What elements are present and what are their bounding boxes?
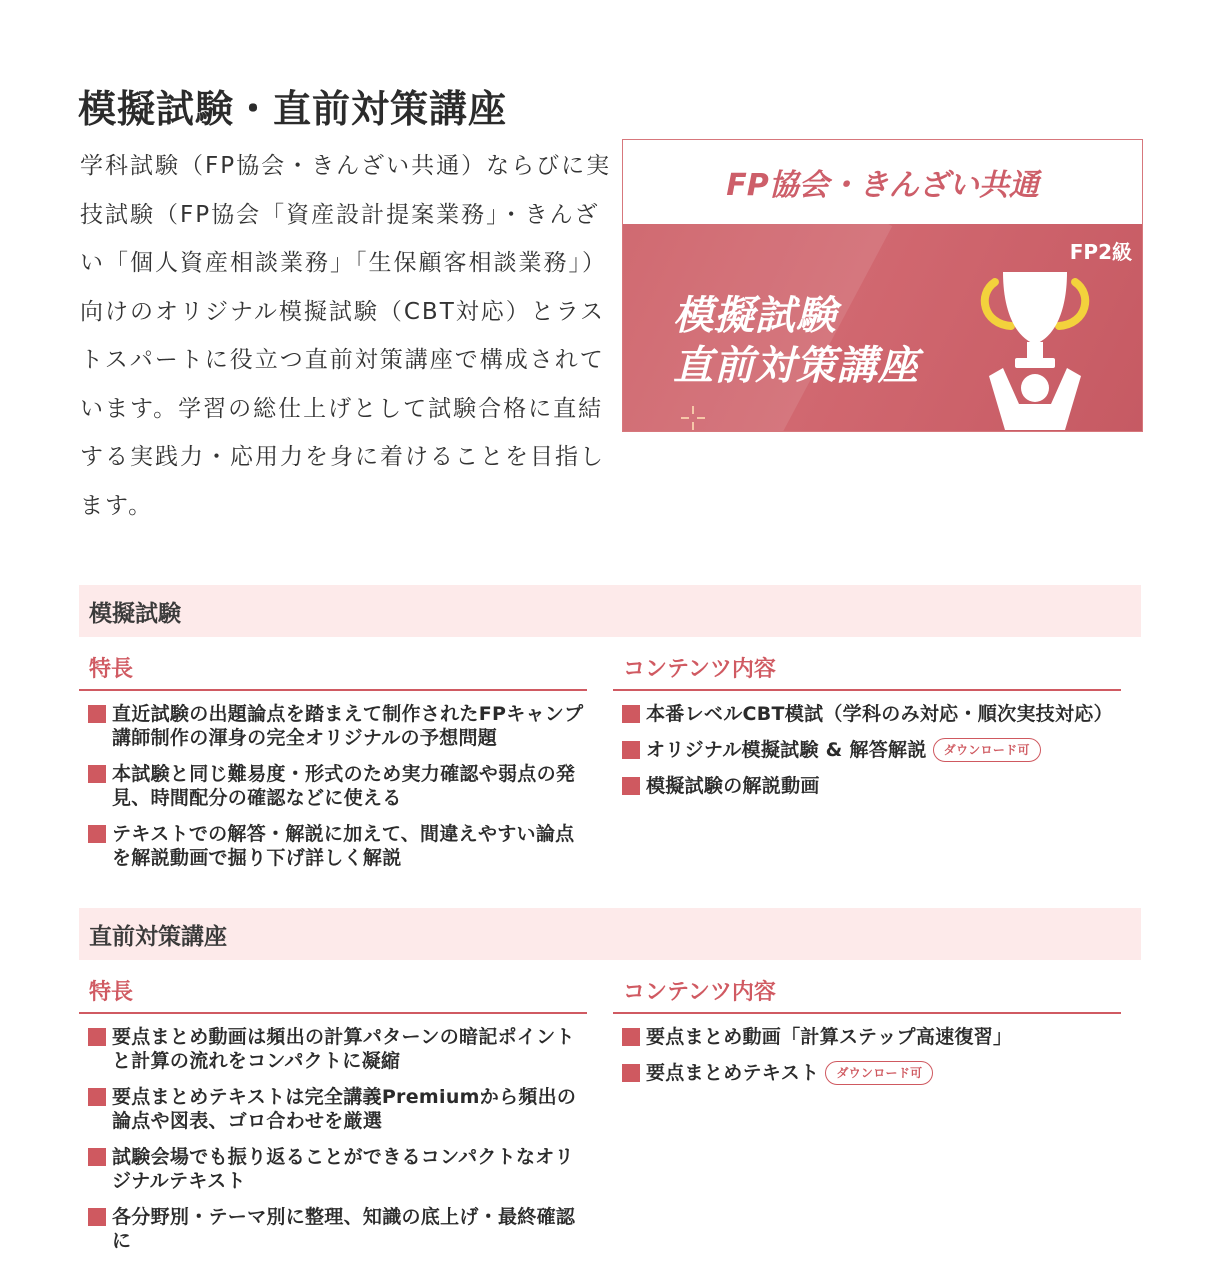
bullet-square-icon	[88, 1208, 106, 1226]
section-header-final-prep: 直前対策講座	[79, 908, 1141, 960]
features-title-mock-exam: 特長	[79, 652, 587, 691]
section-header-mock-exam: 模擬試験	[79, 585, 1141, 637]
contents-list-mock-exam	[622, 702, 1142, 810]
contents-list-final-prep	[622, 1025, 1142, 1097]
list-item: 模擬試験の解説動画	[622, 774, 1142, 798]
list-item: オリジナル模擬試験 & 解答解説 ダウンロード可	[622, 738, 1142, 762]
intro-text: 学科試験（FP協会・きんざい共通）ならびに実技試験（FP協会「資産設計提案業務」・きんざい「個人資産相談業務」「生保顧客相談業務」）向けのオリジナル模擬試験（CBT対応）とラストスパートに役立つ直前対策講座で構成されています。学習の総仕上げとして試験合格に直結する実践力・応用力を身に着けることを目指します。	[80, 153, 612, 519]
contents-title-final-prep: コンテンツ内容	[613, 975, 1121, 1014]
bullet-square-icon	[622, 777, 640, 795]
list-item: 要点まとめ動画は頻出の計算パターンの暗記ポイントと計算の流れをコンパクトに凝縮	[88, 1025, 588, 1073]
list-item: 本番レベルCBT模試（学科のみ対応・順次実技対応）	[622, 702, 1142, 726]
features-title-final-prep: 特長	[79, 975, 587, 1014]
trophy-icon	[975, 264, 1095, 431]
bullet-square-icon	[622, 1064, 640, 1082]
list-item: テキストでの解答・解説に加えて、間違えやすい論点を解説動画で掘り下げ詳しく解説	[88, 822, 588, 870]
list-item: 要点まとめテキスト ダウンロード可	[622, 1061, 1142, 1085]
banner-top-text: FP協会・きんざい共通	[726, 168, 1039, 203]
bullet-square-icon	[622, 741, 640, 759]
bullet-square-icon	[88, 705, 106, 723]
bullet-square-icon	[622, 705, 640, 723]
course-banner	[622, 139, 1143, 432]
banner-grade: FP2級	[1069, 240, 1132, 264]
banner-line-2: 直前対策講座	[673, 343, 919, 389]
banner-body	[623, 224, 1142, 431]
list-item: 試験会場でも振り返ることができるコンパクトなオリジナルテキスト	[88, 1145, 588, 1193]
bullet-square-icon	[88, 825, 106, 843]
bullet-square-icon	[622, 1028, 640, 1046]
bullet-square-icon	[88, 1028, 106, 1046]
bullet-square-icon	[88, 1088, 106, 1106]
page-title: 模擬試験・直前対策講座	[78, 87, 508, 131]
banner-line-1: 模擬試験	[673, 293, 837, 339]
sparkle-icon	[679, 404, 707, 431]
download-badge: ダウンロード可	[825, 1061, 933, 1085]
list-item: 要点まとめ動画「計算ステップ高速復習」	[622, 1025, 1142, 1049]
features-list-final-prep	[88, 1025, 588, 1265]
features-list-mock-exam	[88, 702, 588, 882]
download-badge: ダウンロード可	[933, 738, 1041, 762]
list-item: 要点まとめテキストは完全講義Premiumから頻出の論点や図表、ゴロ合わせを厳選	[88, 1085, 588, 1133]
bullet-square-icon	[88, 765, 106, 783]
list-item: 直近試験の出題論点を踏まえて制作されたFPキャンプ講師制作の渾身の完全オリジナルの予想問題	[88, 702, 588, 750]
list-item: 各分野別・テーマ別に整理、知識の底上げ・最終確認に	[88, 1205, 588, 1253]
contents-title-mock-exam: コンテンツ内容	[613, 652, 1121, 691]
bullet-square-icon	[88, 1148, 106, 1166]
list-item: 本試験と同じ難易度・形式のため実力確認や弱点の発見、時間配分の確認などに使える	[88, 762, 588, 810]
